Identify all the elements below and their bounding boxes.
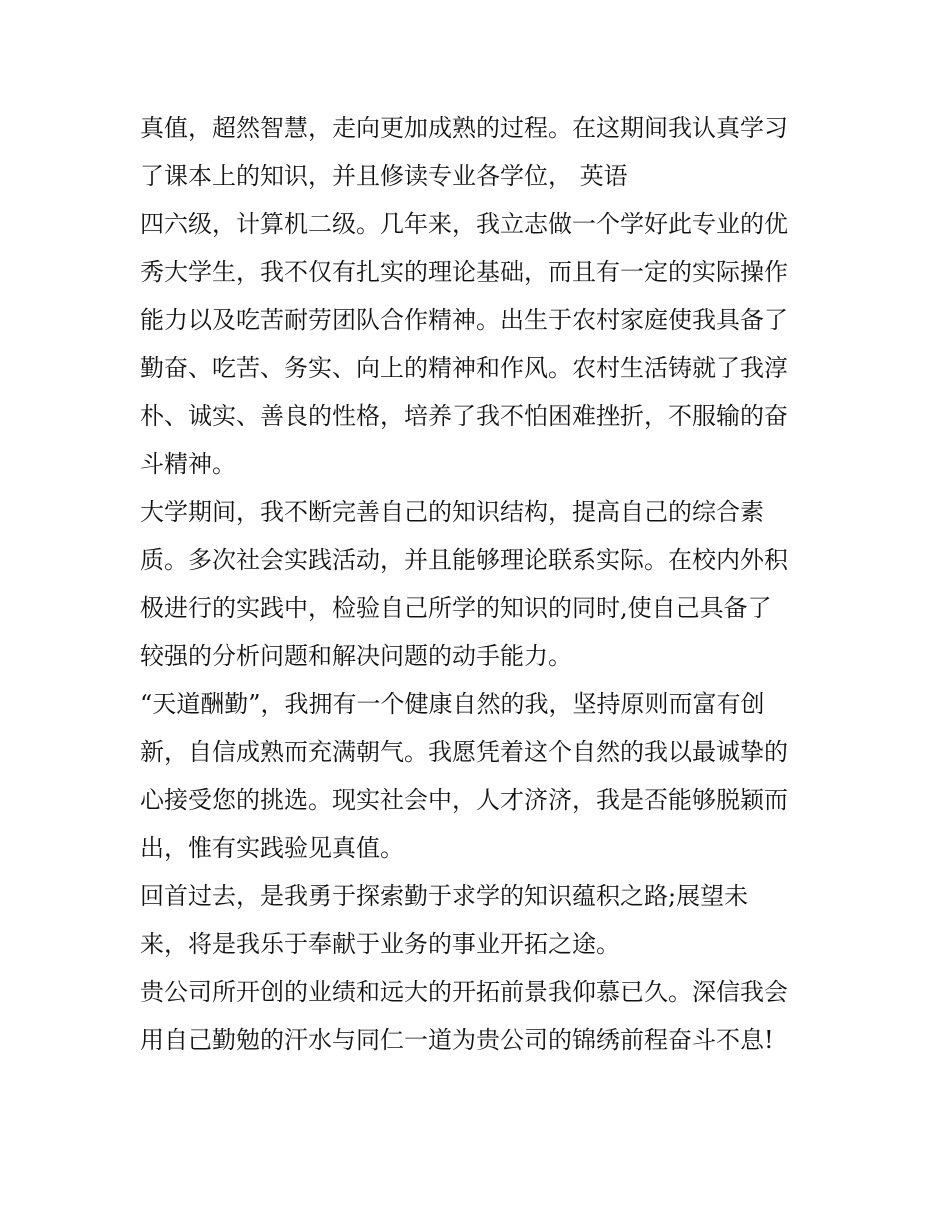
text-line: 勤奋、吃苦、务实、向上的精神和作风。农村生活铸就了我淳 xyxy=(140,354,788,382)
text-line: 斗精神。 xyxy=(140,450,236,478)
text-line: “天道酬勤”，我拥有一个健康自然的我，坚持原则而富有创 xyxy=(140,690,765,718)
text-line: 质。多次社会实践活动，并且能够理论联系实际。在校内外积 xyxy=(140,546,788,574)
text-line: 朴、诚实、善良的性格，培养了我不怕困难挫折，不服输的奋 xyxy=(140,402,788,430)
text-line: 能力以及吃苦耐劳团队合作精神。出生于农村家庭使我具备了 xyxy=(140,306,788,334)
text-line: 了课本上的知识，并且修读专业各学位， 英语 xyxy=(140,162,628,190)
text-line: 回首过去，是我勇于探索勤于求学的知识蕴积之路;展望未 xyxy=(140,882,749,910)
text-line: 心接受您的挑选。现实社会中，人才济济，我是否能够脱颖而 xyxy=(140,786,788,814)
text-line: 较强的分析问题和解决问题的动手能力。 xyxy=(140,642,572,670)
text-line: 秀大学生，我不仅有扎实的理论基础，而且有一定的实际操作 xyxy=(140,258,788,286)
document-body xyxy=(140,104,840,1064)
text-line: 新，自信成熟而充满朝气。我愿凭着这个自然的我以最诚挚的 xyxy=(140,738,788,766)
text-line: 四六级，计算机二级。几年来，我立志做一个学好此专业的优 xyxy=(140,210,788,238)
text-line: 极进行的实践中，检验自己所学的知识的同时,使自己具备了 xyxy=(140,594,772,622)
text-line: 真值，超然智慧，走向更加成熟的过程。在这期间我认真学习 xyxy=(140,114,788,142)
text-line: 贵公司所开创的业绩和远大的开拓前景我仰慕已久。深信我会 xyxy=(140,978,788,1006)
text-line: 大学期间，我不断完善自己的知识结构，提高自己的综合素 xyxy=(140,498,764,526)
text-line: 出，惟有实践验见真值。 xyxy=(140,834,404,862)
text-line: 用自己勤勉的汗水与同仁一道为贵公司的锦绣前程奋斗不息! xyxy=(140,1026,774,1054)
text-line: 来，将是我乐于奉献于业务的事业开拓之途。 xyxy=(140,930,620,958)
